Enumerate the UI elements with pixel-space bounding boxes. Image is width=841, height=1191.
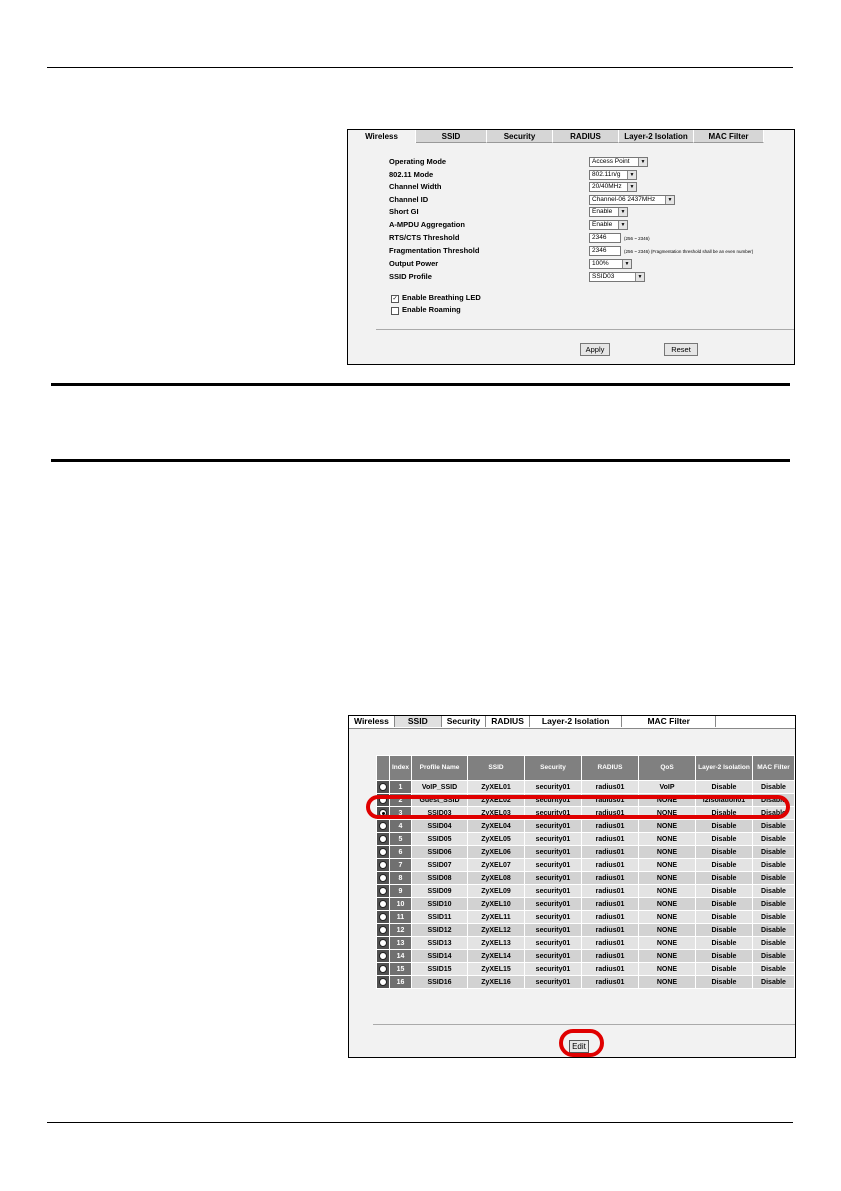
row-select-cell <box>377 976 390 989</box>
mac-filter-column-header: MAC Filter <box>753 756 795 781</box>
operating-mode-value: Access Point <box>592 158 630 165</box>
layer2-isolation-cell: Disable <box>696 807 753 820</box>
qos-cell: NONE <box>639 820 696 833</box>
ssid-cell: ZyXEL01 <box>468 781 525 794</box>
profile-name-cell: SSID04 <box>412 820 468 833</box>
table-row[interactable] <box>377 898 795 911</box>
radius-cell: radius01 <box>582 911 639 924</box>
ssid-cell: ZyXEL13 <box>468 937 525 950</box>
radius-cell: radius01 <box>582 781 639 794</box>
qos-column-header: QoS <box>639 756 696 781</box>
index-column-header: Index <box>390 756 412 781</box>
mac-filter-cell: Disable <box>753 846 795 859</box>
radius-cell: radius01 <box>582 846 639 859</box>
channel-id-value: Channel-06 2437MHz <box>592 196 656 203</box>
layer2-isolation-cell: Disable <box>696 885 753 898</box>
mode-80211-label: 802.11 Mode <box>389 170 434 179</box>
layer2-isolation-cell: Disable <box>696 924 753 937</box>
short-gi-value: Enable <box>592 208 613 215</box>
table-row[interactable] <box>377 781 795 794</box>
profile-name-cell: VoIP_SSID <box>412 781 468 794</box>
tab-wireless[interactable]: Wireless <box>349 716 395 727</box>
tab-radius[interactable]: RADIUS <box>553 130 619 143</box>
qos-cell: NONE <box>639 885 696 898</box>
mode-80211-select[interactable] <box>589 170 637 180</box>
ssid-cell: ZyXEL02 <box>468 794 525 807</box>
ssid-profile-label: SSID Profile <box>389 272 432 281</box>
tab-mac-filter[interactable]: MAC Filter <box>694 130 764 143</box>
index-cell: 14 <box>390 950 412 963</box>
security-cell: security01 <box>525 924 582 937</box>
table-header-row <box>377 756 795 781</box>
edit-button[interactable]: Edit <box>569 1040 589 1053</box>
ssid-cell: ZyXEL15 <box>468 963 525 976</box>
radius-cell: radius01 <box>582 976 639 989</box>
qos-cell: VoIP <box>639 781 696 794</box>
profile-name-cell: SSID07 <box>412 859 468 872</box>
mac-filter-cell: Disable <box>753 833 795 846</box>
security-cell: security01 <box>525 794 582 807</box>
page-top-rule <box>47 67 793 68</box>
mac-filter-cell: Disable <box>753 963 795 976</box>
security-column-header: Security <box>525 756 582 781</box>
qos-cell: NONE <box>639 846 696 859</box>
short-gi-select[interactable] <box>589 207 628 217</box>
operating-mode-select[interactable] <box>589 157 648 167</box>
table-row[interactable] <box>377 820 795 833</box>
profile-name-cell: SSID06 <box>412 846 468 859</box>
radius-cell: radius01 <box>582 859 639 872</box>
security-cell: security01 <box>525 950 582 963</box>
index-cell: 2 <box>390 794 412 807</box>
page-bottom-rule <box>47 1122 793 1123</box>
row-select-cell <box>377 885 390 898</box>
tab-radius[interactable]: RADIUS <box>486 716 530 727</box>
layer2-isolation-cell: Disable <box>696 846 753 859</box>
table-row[interactable] <box>377 885 795 898</box>
security-cell: security01 <box>525 898 582 911</box>
table-row[interactable] <box>377 963 795 976</box>
ssid-cell: ZyXEL06 <box>468 846 525 859</box>
ssid-tab-bar <box>349 716 795 729</box>
profile-name-cell: SSID12 <box>412 924 468 937</box>
note-top-rule <box>51 383 790 386</box>
mac-filter-cell: Disable <box>753 950 795 963</box>
security-cell: security01 <box>525 820 582 833</box>
radius-cell: radius01 <box>582 807 639 820</box>
chevron-down-icon: ▼ <box>627 171 636 179</box>
layer2-isolation-cell: Disable <box>696 911 753 924</box>
layer2-isolation-cell: l2isolation01 <box>696 794 753 807</box>
row-select-cell <box>377 781 390 794</box>
mac-filter-cell: Disable <box>753 794 795 807</box>
layer2-isolation-cell: Disable <box>696 859 753 872</box>
layer2-isolation-cell: Disable <box>696 976 753 989</box>
row-radio-button[interactable] <box>379 913 387 921</box>
ampdu-value: Enable <box>592 221 613 228</box>
mac-filter-cell: Disable <box>753 924 795 937</box>
index-cell: 16 <box>390 976 412 989</box>
mac-filter-cell: Disable <box>753 781 795 794</box>
note-bottom-rule <box>51 459 790 462</box>
row-select-cell <box>377 911 390 924</box>
mac-filter-cell: Disable <box>753 885 795 898</box>
ssid-table-screenshot <box>348 715 796 1058</box>
table-row[interactable] <box>377 846 795 859</box>
profile-name-cell: SSID10 <box>412 898 468 911</box>
select-column-header <box>377 756 390 781</box>
ssid-table <box>376 755 795 989</box>
row-select-cell <box>377 872 390 885</box>
operating-mode-label: Operating Mode <box>389 157 447 166</box>
qos-cell: NONE <box>639 950 696 963</box>
mac-filter-cell: Disable <box>753 872 795 885</box>
security-cell: security01 <box>525 846 582 859</box>
layer2-isolation-cell: Disable <box>696 963 753 976</box>
output-power-select[interactable] <box>589 259 632 269</box>
row-select-cell <box>377 898 390 911</box>
mac-filter-cell: Disable <box>753 976 795 989</box>
wireless-settings-screenshot <box>347 129 795 365</box>
row-select-cell <box>377 820 390 833</box>
qos-cell: NONE <box>639 833 696 846</box>
tab-mac-filter[interactable]: MAC Filter <box>622 716 716 727</box>
table-row[interactable] <box>377 950 795 963</box>
chevron-down-icon: ▼ <box>618 208 627 216</box>
radius-cell: radius01 <box>582 937 639 950</box>
fragmentation-label: Fragmentation Threshold <box>389 246 480 255</box>
qos-cell: NONE <box>639 859 696 872</box>
tab-security[interactable]: Security <box>442 716 487 727</box>
index-cell: 4 <box>390 820 412 833</box>
row-radio-button[interactable] <box>379 887 387 895</box>
row-radio-button[interactable] <box>379 835 387 843</box>
row-radio-button[interactable] <box>379 783 387 791</box>
layer2-isolation-cell: Disable <box>696 820 753 833</box>
radius-cell: radius01 <box>582 872 639 885</box>
row-select-cell <box>377 950 390 963</box>
qos-cell: NONE <box>639 911 696 924</box>
qos-cell: NONE <box>639 976 696 989</box>
output-power-value: 100% <box>592 260 609 267</box>
wireless-tab-bar <box>348 130 764 144</box>
chevron-down-icon: ▼ <box>665 196 674 204</box>
mac-filter-cell: Disable <box>753 859 795 872</box>
security-cell: security01 <box>525 781 582 794</box>
layer2-isolation-cell: Disable <box>696 833 753 846</box>
short-gi-label: Short GI <box>389 207 419 216</box>
layer2-isolation-cell: Disable <box>696 937 753 950</box>
breathing-led-label: Enable Breathing LED <box>402 293 481 302</box>
security-cell: security01 <box>525 859 582 872</box>
row-select-cell <box>377 846 390 859</box>
qos-cell: NONE <box>639 794 696 807</box>
row-radio-button[interactable] <box>379 926 387 934</box>
table-row[interactable] <box>377 833 795 846</box>
chevron-down-icon: ▼ <box>635 273 644 281</box>
ssid-cell: ZyXEL12 <box>468 924 525 937</box>
selected-row-highlight <box>366 795 790 819</box>
profile-name-cell: SSID03 <box>412 807 468 820</box>
reset-button[interactable]: Reset <box>664 343 698 356</box>
profile-name-cell: SSID13 <box>412 937 468 950</box>
ssid-cell: ZyXEL07 <box>468 859 525 872</box>
layer2-isolation-cell: Disable <box>696 950 753 963</box>
ssid-cell: ZyXEL10 <box>468 898 525 911</box>
channel-id-label: Channel ID <box>389 195 429 204</box>
security-cell: security01 <box>525 911 582 924</box>
profile-name-cell: SSID11 <box>412 911 468 924</box>
profile-name-cell: SSID14 <box>412 950 468 963</box>
qos-cell: NONE <box>639 872 696 885</box>
security-cell: security01 <box>525 807 582 820</box>
ssid-profile-select[interactable] <box>589 272 645 282</box>
security-cell: security01 <box>525 963 582 976</box>
ssid-cell: ZyXEL05 <box>468 833 525 846</box>
index-cell: 3 <box>390 807 412 820</box>
table-divider <box>373 1024 795 1025</box>
ssid-profile-value: SSID03 <box>592 273 615 280</box>
profile-name-cell: SSID05 <box>412 833 468 846</box>
ampdu-label: A-MPDU Aggregation <box>389 220 465 229</box>
index-cell: 15 <box>390 963 412 976</box>
mode-80211-value: 802.11n/g <box>592 171 621 178</box>
radius-cell: radius01 <box>582 963 639 976</box>
output-power-label: Output Power <box>389 259 439 268</box>
rts-cts-label: RTS/CTS Threshold <box>389 233 460 242</box>
rts-cts-input[interactable]: 2346 <box>589 233 621 243</box>
fragmentation-input[interactable]: 2346 <box>589 246 621 256</box>
index-cell: 5 <box>390 833 412 846</box>
radius-cell: radius01 <box>582 950 639 963</box>
row-radio-button[interactable] <box>379 939 387 947</box>
security-cell: security01 <box>525 833 582 846</box>
index-cell: 10 <box>390 898 412 911</box>
row-select-cell <box>377 924 390 937</box>
security-cell: security01 <box>525 885 582 898</box>
security-cell: security01 <box>525 937 582 950</box>
row-radio-button[interactable] <box>379 965 387 973</box>
table-row[interactable] <box>377 924 795 937</box>
index-cell: 6 <box>390 846 412 859</box>
row-radio-button[interactable] <box>379 978 387 986</box>
ssid-cell: ZyXEL03 <box>468 807 525 820</box>
table-row[interactable] <box>377 976 795 989</box>
ssid-cell: ZyXEL08 <box>468 872 525 885</box>
security-cell: security01 <box>525 976 582 989</box>
qos-cell: NONE <box>639 898 696 911</box>
ssid-cell: ZyXEL14 <box>468 950 525 963</box>
row-select-cell <box>377 937 390 950</box>
qos-cell: NONE <box>639 963 696 976</box>
channel-width-select[interactable] <box>589 182 637 192</box>
chevron-down-icon: ▼ <box>638 158 647 166</box>
index-cell: 8 <box>390 872 412 885</box>
index-cell: 7 <box>390 859 412 872</box>
radius-cell: radius01 <box>582 794 639 807</box>
apply-button[interactable]: Apply <box>580 343 610 356</box>
row-select-cell <box>377 963 390 976</box>
edit-button-highlight <box>559 1029 604 1057</box>
table-row[interactable] <box>377 937 795 950</box>
tab-ssid[interactable]: SSID <box>395 716 442 727</box>
profile-name-column-header: Profile Name <box>412 756 468 781</box>
mac-filter-cell: Disable <box>753 807 795 820</box>
tab-ssid[interactable]: SSID <box>416 130 487 143</box>
profile-name-cell: SSID16 <box>412 976 468 989</box>
row-select-cell <box>377 833 390 846</box>
qos-cell: NONE <box>639 924 696 937</box>
index-cell: 12 <box>390 924 412 937</box>
roaming-checkbox[interactable] <box>391 307 399 315</box>
radius-cell: radius01 <box>582 924 639 937</box>
ssid-cell: ZyXEL09 <box>468 885 525 898</box>
row-radio-button[interactable] <box>379 861 387 869</box>
tab-security[interactable]: Security <box>487 130 553 143</box>
row-radio-button[interactable] <box>379 822 387 830</box>
form-divider <box>376 329 794 330</box>
profile-name-cell: SSID09 <box>412 885 468 898</box>
radius-cell: radius01 <box>582 898 639 911</box>
chevron-down-icon: ▼ <box>627 183 636 191</box>
row-radio-button[interactable] <box>379 848 387 856</box>
index-cell: 9 <box>390 885 412 898</box>
qos-cell: NONE <box>639 937 696 950</box>
ssid-cell: ZyXEL11 <box>468 911 525 924</box>
chevron-down-icon: ▼ <box>618 221 627 229</box>
index-cell: 13 <box>390 937 412 950</box>
radius-cell: radius01 <box>582 833 639 846</box>
ssid-cell: ZyXEL04 <box>468 820 525 833</box>
table-row[interactable] <box>377 859 795 872</box>
rts-cts-hint: (256 ~ 2346) <box>624 236 650 241</box>
tab-wireless[interactable]: Wireless <box>348 130 416 143</box>
ssid-column-header: SSID <box>468 756 525 781</box>
channel-id-select[interactable] <box>589 195 675 205</box>
mac-filter-cell: Disable <box>753 911 795 924</box>
index-cell: 11 <box>390 911 412 924</box>
row-radio-button[interactable] <box>379 900 387 908</box>
tab-layer2-isolation[interactable]: Layer-2 Isolation <box>619 130 694 143</box>
ampdu-select[interactable] <box>589 220 628 230</box>
mac-filter-cell: Disable <box>753 898 795 911</box>
mac-filter-cell: Disable <box>753 937 795 950</box>
security-cell: security01 <box>525 872 582 885</box>
profile-name-cell: SSID15 <box>412 963 468 976</box>
mac-filter-cell: Disable <box>753 820 795 833</box>
tab-layer2-isolation[interactable]: Layer-2 Isolation <box>530 716 623 727</box>
row-select-cell <box>377 859 390 872</box>
radius-cell: radius01 <box>582 820 639 833</box>
ssid-cell: ZyXEL16 <box>468 976 525 989</box>
breathing-led-checkbox[interactable]: ✓ <box>392 296 398 302</box>
row-radio-button[interactable] <box>379 952 387 960</box>
roaming-label: Enable Roaming <box>402 305 461 314</box>
qos-cell: NONE <box>639 807 696 820</box>
layer2-isolation-column-header: Layer-2 Isolation <box>696 756 753 781</box>
profile-name-cell: Guest_SSID <box>412 794 468 807</box>
index-cell: 1 <box>390 781 412 794</box>
channel-width-value: 20/40MHz <box>592 183 622 190</box>
layer2-isolation-cell: Disable <box>696 898 753 911</box>
table-row[interactable] <box>377 872 795 885</box>
fragmentation-hint: (256 ~ 2346) (Fragmentation threshold shall be an even number) <box>624 249 754 254</box>
channel-width-label: Channel Width <box>389 182 442 191</box>
radius-column-header: RADIUS <box>582 756 639 781</box>
profile-name-cell: SSID08 <box>412 872 468 885</box>
chevron-down-icon: ▼ <box>622 260 631 268</box>
layer2-isolation-cell: Disable <box>696 872 753 885</box>
row-radio-button[interactable] <box>379 874 387 882</box>
layer2-isolation-cell: Disable <box>696 781 753 794</box>
table-row[interactable] <box>377 911 795 924</box>
radius-cell: radius01 <box>582 885 639 898</box>
